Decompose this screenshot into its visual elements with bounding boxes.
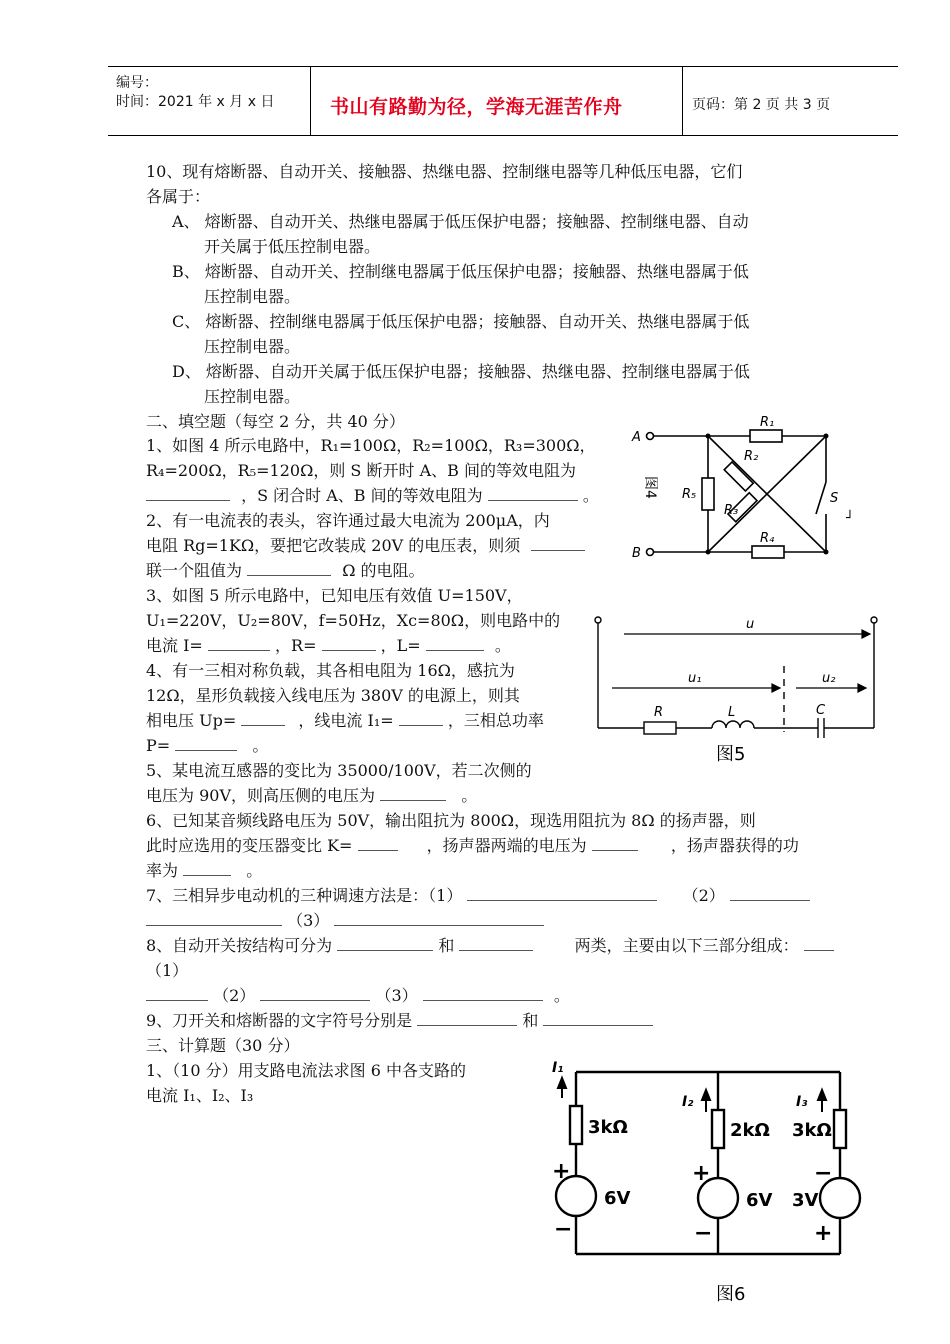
q10-stem-line1: 10、现有熔断器、自动开关、接触器、热继电器、控制继电器等几种低压电器，它们 [146, 162, 743, 181]
calc-q1-line1: 1、（10 分）用支路电流法求图 6 中各支路的 [146, 1061, 466, 1080]
fig4-label-r5: R₅ [682, 487, 697, 502]
fill-q7-line2 [146, 909, 544, 933]
fill-q5-end: 。 [461, 786, 478, 805]
blank-q8-type1[interactable] [337, 934, 433, 951]
q10-option-d-line1: D、 熔断器、自动开关属于低压保护电器；接触器、热继电器、控制继电器属于低 [172, 362, 750, 381]
fill-q2-line1: 2、有一电流表的表头，容许通过最大电流为 200μA，内 [146, 511, 550, 530]
fig6-mid-minus: − [694, 1221, 713, 1246]
fig4-terminal-b [647, 549, 654, 556]
blank-q2-connection[interactable] [531, 534, 585, 551]
fill-q8-text2: 两类，主要由以下三部分组成： [574, 936, 799, 955]
blank-q8-part1[interactable] [146, 984, 208, 1001]
header-motto: 书山有路勤为径，学海无涯苦作舟 [330, 96, 623, 118]
fill-q5-line1: 5、某电流互感器的变比为 35000/100V，若二次侧的 [146, 761, 532, 780]
header-bottom-rule [108, 135, 898, 136]
fig4-r5 [702, 478, 714, 510]
fig5-label-u2: u₂ [822, 671, 836, 686]
blank-q6-k[interactable] [358, 834, 398, 851]
fill-q6-line1: 6、已知某音频线路电压为 50V，输出阻抗为 800Ω，现选用阻抗为 8Ω 的扬声器，则 [146, 811, 756, 830]
header-divider-right [682, 66, 683, 136]
fig4-label-b: B [632, 546, 641, 561]
fill-q6-end: 。 [246, 861, 263, 880]
blank-q8-part1-lead[interactable] [804, 934, 834, 951]
fill-q4-line1: 4、有一三相对称负载，其各相电阻为 16Ω，感抗为 [146, 661, 515, 680]
fig6-resistor-right [834, 1110, 846, 1148]
fig6-label-v-right: 3V [792, 1190, 819, 1211]
blank-q9-fuse[interactable] [543, 1009, 653, 1026]
blank-q3-r[interactable] [322, 634, 376, 651]
section2-title: 二、填空题（每空 2 分，共 40 分） [146, 412, 405, 431]
fill-q8-label2: （2） [213, 986, 256, 1005]
fill-q6-line3 [146, 859, 262, 883]
fill-q9-text: 9、刀开关和熔断器的文字符号分别是 [146, 1011, 413, 1030]
blank-q8-part2[interactable] [260, 984, 370, 1001]
blank-q6-power[interactable] [183, 859, 231, 876]
header-divider-left [310, 66, 311, 136]
fig6-label-i2: I₂ [682, 1094, 694, 1110]
fill-q3-end: 。 [494, 636, 511, 655]
q10-option-d-line2: 压控制电器。 [204, 387, 301, 406]
fig6-label-i1: I₁ [552, 1060, 564, 1076]
fill-q8-line2: （1） [146, 961, 189, 980]
fill-q3-l-label: ，L= [380, 636, 421, 655]
blank-q1-open[interactable] [146, 484, 230, 501]
fig4-r4 [752, 546, 784, 558]
fill-q3-line1: 3、如图 5 所示电路中，已知电压有效值 U=150V， [146, 586, 523, 605]
fill-q9-line [146, 1009, 653, 1033]
fill-q7-label2: （2） [682, 886, 725, 905]
fig6-mid-plus: + [692, 1161, 711, 1186]
fig6-right-plus: + [814, 1221, 833, 1246]
fig6-caption: 图6 [716, 1284, 746, 1305]
fig4-terminal-a [647, 433, 654, 440]
blank-q4-i1[interactable] [399, 709, 443, 726]
blank-q7-method2[interactable] [730, 884, 810, 901]
fig5-terminal-left [595, 617, 601, 623]
fig6-resistor-left [570, 1106, 582, 1144]
fig6-label-r-right: 3kΩ [792, 1120, 832, 1141]
header-top-rule [108, 66, 898, 67]
fig6-right-minus: − [814, 1161, 833, 1186]
fig6-label-r-mid: 2kΩ [730, 1120, 770, 1141]
fill-q3-current-label: 电流 I= [146, 636, 203, 655]
fill-q1-line3-end: 。 [582, 486, 599, 505]
fig4-label-r1: R₁ [760, 415, 775, 430]
blank-q5-voltage[interactable] [380, 784, 446, 801]
fig6-left-minus: − [554, 1217, 573, 1242]
figure-5-circuit [588, 600, 888, 780]
q10-option-b-line1: B、 熔断器、自动开关、控制继电器属于低压保护电器；接触器、热继电器属于低 [172, 262, 749, 281]
fill-q5-line2-text: 电压为 90V，则高压侧的电压为 [146, 786, 376, 805]
fill-q4-end: 。 [252, 736, 269, 755]
fill-q4-p-label: P= [146, 736, 171, 755]
blank-q8-type2[interactable] [459, 934, 533, 951]
fig5-caption: 图5 [716, 744, 746, 765]
fig4-label-r3: R₃ [724, 503, 739, 518]
fig6-left-plus: + [552, 1159, 571, 1184]
q10-option-b-line2: 压控制电器。 [204, 287, 301, 306]
header-code-label: 编号： [116, 75, 158, 91]
fig6-label-v-left: 6V [604, 1188, 631, 1209]
fig6-label-i3: I₃ [796, 1094, 808, 1110]
fill-q4-power-label: ，三相总功率 [447, 711, 544, 730]
blank-q4-up[interactable] [241, 709, 285, 726]
fill-q2-line3 [146, 559, 425, 583]
fill-q4-up-label: 相电压 Up= [146, 711, 237, 730]
blank-q7-method2-cont[interactable] [146, 909, 282, 926]
fig4-corner-mark: ┘ [846, 511, 854, 526]
fill-q8-and: 和 [438, 936, 455, 955]
fig5-inductor [712, 721, 754, 728]
blank-q3-current[interactable] [208, 634, 270, 651]
blank-q9-knife-switch[interactable] [417, 1009, 517, 1026]
blank-q7-method1[interactable] [467, 884, 657, 901]
blank-q1-closed[interactable] [488, 484, 578, 501]
fill-q8-label3: （3） [375, 986, 418, 1005]
fill-q6-power-label: ，扬声器获得的功 [670, 836, 799, 855]
fill-q8-line3 [146, 984, 570, 1008]
fig4-label-a: A [632, 430, 641, 445]
fill-q2-line3-text: 联一个阻值为 [146, 561, 243, 580]
calc-q1-line2: 电流 I₁、I₂、I₃ [146, 1086, 254, 1105]
header-time-label: 时间：2021 年 x 月 x 日 [116, 94, 275, 110]
header-page-info: 页码：第 2 页 共 3 页 [692, 97, 831, 113]
fill-q1-line2: R₄=200Ω，R₅=120Ω，则 S 断开时 A、B 间的等效电阻为 [146, 461, 576, 480]
blank-q2-resistance[interactable] [247, 559, 331, 576]
fill-q8-end: 。 [553, 986, 570, 1005]
fill-q8-text: 8、自动开关按结构可分为 [146, 936, 333, 955]
fig4-label-r4: R₄ [760, 531, 775, 546]
fill-q5-line2 [146, 784, 477, 808]
q10-option-c-line1: C、 熔断器、控制继电器属于低压保护电器；接触器、自动开关、热继电器属于低 [172, 312, 750, 331]
fig4-label-s: S [830, 491, 839, 506]
fig5-terminal-right [871, 617, 877, 623]
fig6-label-r-left: 3kΩ [588, 1117, 628, 1138]
blank-q7-method3[interactable] [334, 909, 544, 926]
fill-q4-line3 [146, 709, 544, 733]
q10-option-c-line2: 压控制电器。 [204, 337, 301, 356]
fig6-resistor-mid [712, 1110, 724, 1148]
fill-q6-voltage-label: ，扬声器两端的电压为 [426, 836, 587, 855]
fill-q3-r-label: ，R= [275, 636, 317, 655]
blank-q8-part3[interactable] [423, 984, 543, 1001]
section3-title: 三、计算题（30 分） [146, 1036, 300, 1055]
fill-q7-line1 [146, 884, 810, 908]
blank-q6-voltage[interactable] [592, 834, 638, 851]
fig4-r1 [750, 430, 782, 442]
q10-option-a-line2: 开关属于低压控制电器。 [204, 237, 381, 256]
fig5-resistor [644, 722, 676, 734]
fill-q3-line2: U₁=220V，U₂=80V，f=50Hz，Xc=80Ω，则电路中的 [146, 611, 561, 630]
fill-q4-line2: 12Ω，星形负载接入线电压为 380V 的电源上，则其 [146, 686, 520, 705]
fill-q9-and: 和 [522, 1011, 539, 1030]
fill-q6-k-label: 此时应选用的变压器变比 K= [146, 836, 353, 855]
fill-q3-line3 [146, 634, 511, 658]
fill-q2-line2-text: 电阻 Rg=1KΩ，要把它改装成 20V 的电压表，则须 [146, 536, 521, 555]
fill-q1-line3-text: ，S 闭合时 A、B 间的等效电阻为 [241, 486, 483, 505]
fill-q8-line1 [146, 934, 834, 958]
fig5-label-c: C [816, 703, 826, 718]
fill-q4-line4 [146, 734, 268, 758]
figure-4-circuit [628, 410, 868, 580]
blank-q4-p[interactable] [175, 734, 237, 751]
fig5-label-u: u [746, 617, 755, 632]
q10-option-a-line1: A、 熔断器、自动开关、热继电器属于低压保护电器；接触器、控制继电器、自动 [172, 212, 749, 231]
fill-q7-label3: （3） [287, 911, 330, 930]
blank-q3-l[interactable] [426, 634, 484, 651]
fig5-label-u1: u₁ [688, 671, 702, 686]
fill-q1-line1: 1、如图 4 所示电路中，R₁=100Ω，R₂=100Ω，R₃=300Ω， [146, 436, 596, 455]
fill-q2-line2 [146, 534, 585, 558]
fill-q4-i1-label: ，线电流 I₁= [298, 711, 394, 730]
fill-q6-rate-label: 率为 [146, 861, 179, 880]
fig5-label-r: R [654, 705, 664, 720]
q10-stem-line2: 各属于： [146, 187, 211, 206]
fig6-label-v-mid: 6V [746, 1190, 773, 1211]
fig4-caption: 图4 [642, 476, 658, 499]
fill-q2-line3-end: Ω 的电阻。 [342, 561, 425, 580]
fill-q6-line2 [146, 834, 799, 858]
figure-6-circuit [540, 1050, 880, 1310]
fig4-label-r2: R₂ [744, 449, 759, 464]
fill-q1-line3 [146, 484, 599, 508]
fill-q7-text: 7、三相异步电动机的三种调速方法是：（1） [146, 886, 463, 905]
fig5-label-l: L [728, 705, 736, 720]
fig4-switch-s [816, 482, 826, 514]
